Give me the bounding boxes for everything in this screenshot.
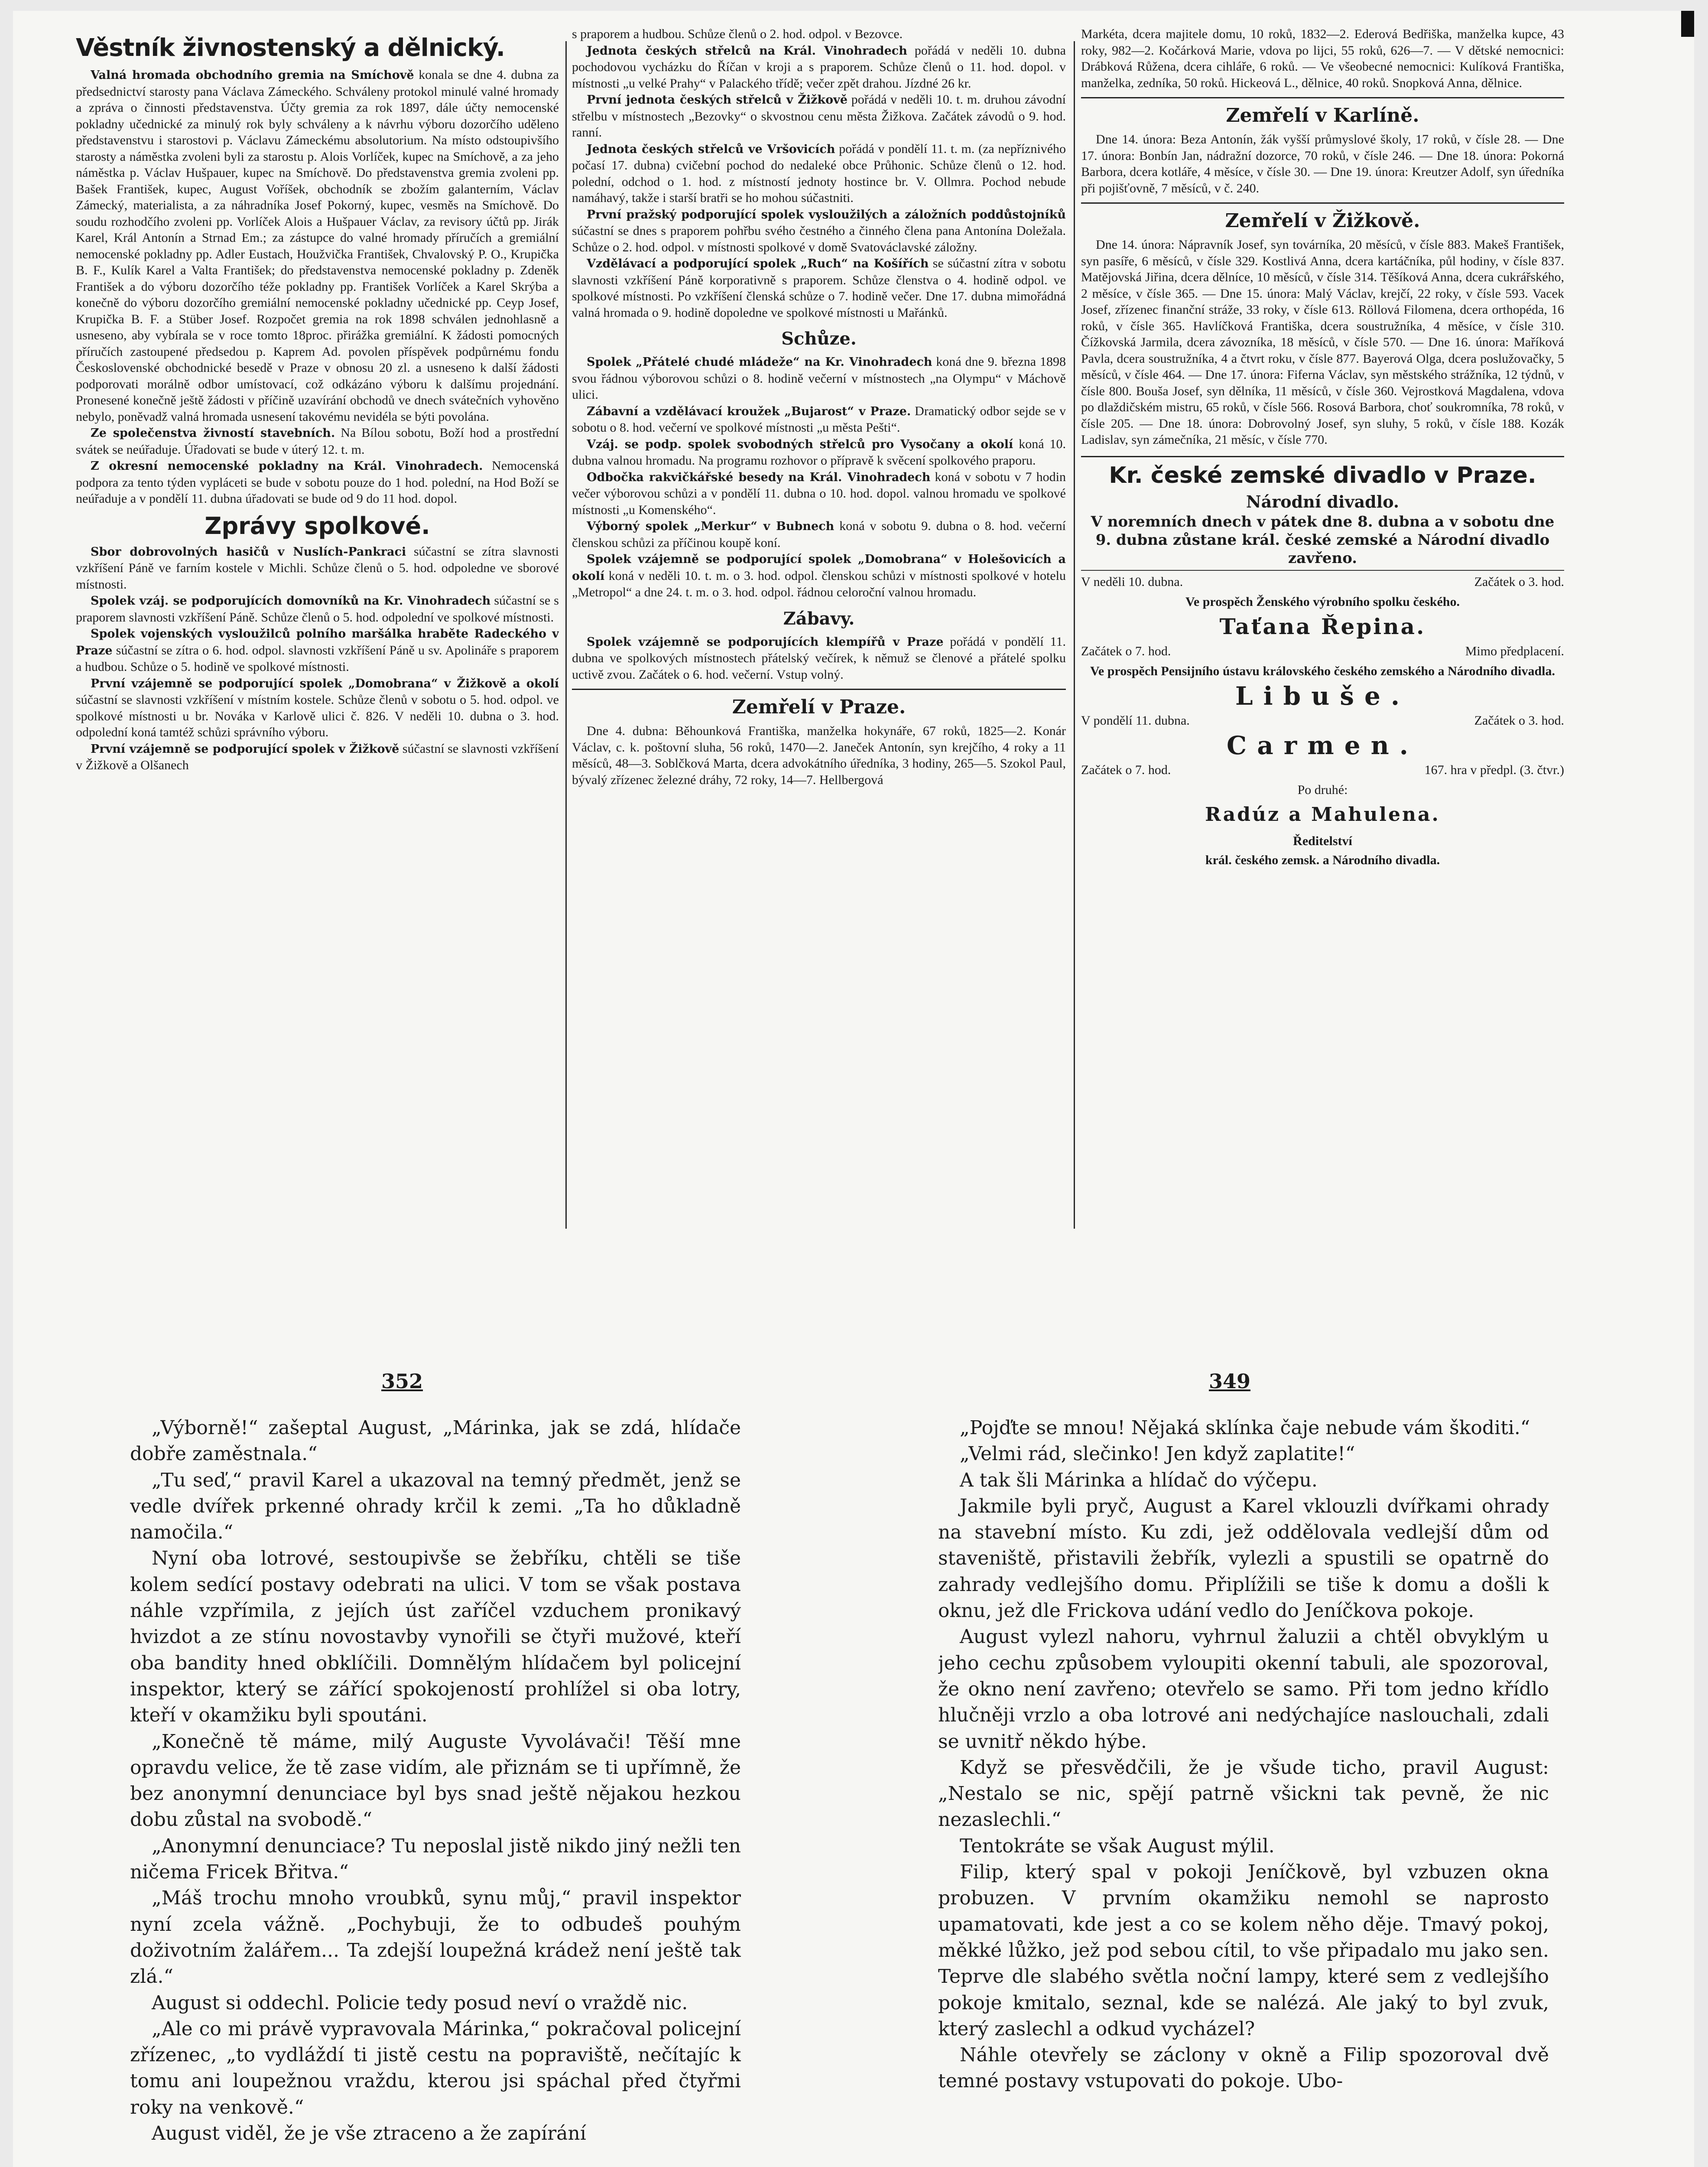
entertainment-notice-text: pořádá v pondělí 11. dubna ve spolkových místnostech přátelský večírek, k němuž se členové a přátelé spolku uctivě zvou. Začátek o 6. hod. večerní. Vstup volný. — [572, 634, 1066, 682]
society-notice-lead: Jednota českých střelců na Král. Vinohradech — [587, 44, 907, 58]
theatre-p3-next: Po druhé: — [1297, 782, 1348, 797]
column-rule — [1074, 41, 1075, 1229]
column-right-intro: Markéta, dcera majitele domu, 10 roků, 1832—2. Ederová Bedřiška, manželka kupce, 43 roky, 982—2. Kočárková Marie, vdova po lijci, 55 roků, 626—7. — V dětské nemocnici: Drábková Růžena, dcera cihláře, 6 roků. — Ve všeobecné nemocnici: Kulíková Františka, manželka, zedníka, 50 roků. Hickeová L., dělnice, 40 roků. Snopková Anna, dělnice. — [1081, 27, 1564, 90]
header-title: Věstník živnostenský a dělnický. — [76, 34, 505, 62]
story-right-page — [938, 1415, 1549, 2167]
news-paragraph — [76, 425, 559, 458]
news-paragraph-lead: Ze společenstva živností stavebních. — [91, 426, 335, 440]
society-notice-text: se súčastní zítra v sobotu slavnosti vzkříšení Páně korporativně s praporem. Schůze členstva o 4. hodině odpol. ve spolkové místnosti. Po vzkříšení členská schůze o 7. hodině večer. Dne 17. dubna mimořádná valná hromada o 9. hodině dopoledne ve spolkové místnosti u Mařánků. — [572, 256, 1066, 320]
entertainment-notice — [572, 634, 1066, 683]
theatre-notice: V noremních dnech v pátek dne 8. dubna a v sobotu dne 9. dubna zůstane král. české zemské a Národní divadlo zavřeno. — [1091, 513, 1555, 567]
society-notice — [572, 42, 1066, 92]
society-notice-lead: První pražský podporující spolek vysloužilých a záložních poddůstojníků — [587, 208, 1066, 221]
society-notice — [572, 255, 1066, 321]
section-zabavy-title: Zábavy. — [783, 608, 855, 629]
society-notice — [76, 543, 559, 593]
meeting-notice — [572, 469, 1066, 518]
story-paragraph: August vylezl nahoru, vyhrnul žaluzii a chtěl obvyklým u jeho cechu způsobem vyloupiti okenní tabuli, ale spozoroval, že okno není zavřeno; otevřelo se samo. Při tom jedno křídlo hlučněji vrzlo a oba lotrové ani nedýchajíce naslouchali, zdali se uvnitř někdo hýbe. — [938, 1626, 1549, 1753]
meeting-notice-lead: Zábavní a vzdělávací kroužek „Bujarost“ v Praze. — [587, 404, 911, 418]
column-right — [1081, 26, 1564, 1231]
zizkove-text: Dne 14. února: Nápravník Josef, syn továrníka, 20 měsíců, v čísle 883. Makeš František, syn pasíře, 6 měsíců, v čísle 329. Kostlivá Anna, dcera kartáčníka, půl hodiny, v čísle 837. Matějovská Jiřina, dcera dělníce, 10 měsíců, v čísle 314. Těšíková Anna, dcera cukrářského, 2 měsíce, v čísle 365. — Dne 15. února: Malý Václav, krejčí, 22 roky, v čísle 593. Vacek Josef, zřízenec finanční stráže, 33 roky, v čísle 613. Röllová Filomena, dcera orthopéda, 16 roků, v čísle 365. Havlíčková Františka, dcera soustružníka, 4 měsíce, v čísle 310. Čížkovská Jarmila, dcera závozníka, 18 měsíců, v čísle 570. — Dne 16. února: Maříková Pavla, dcera soustružníka, 4 a čtvrt roku, v čísle 877. Bayerová Olga, dcera poslužovačky, 5 měsíců, v čísle 464. — Dne 17. února: Fiferna Václav, syn městského strážníka, 12 týdnů, v čísle 800. Bouša Josef, syn dělníka, 11 měsíců, v čísle 360. Vejrostková Magdalena, vdova po dlaždičském mistru, 65 roků, v čísle 566. Rosová Barbora, choť soukromníka, 78 roků, v čísle 205. — Dne 18. února: Dobrovolný Josef, syn sluhy, 5 roků, v čísle 188. Kozák Ladislav, syn zámečníka, 21 měsíc, v čísle 770. — [1081, 238, 1564, 447]
meeting-notice — [572, 551, 1066, 601]
society-notice — [76, 625, 559, 675]
page-number-left: 352 — [381, 1370, 423, 1393]
society-notice — [76, 741, 559, 774]
zemreli-praze-text: Dne 4. dubna: Běhounková Františka, manželka hokynáře, 67 roků, 1825—2. Konár Václav, c. k. poštovní sluha, 56 roků, 1470—2. Janeček Antonín, syn krejčího, 4 roky a 11 měsíců, 48—3. Soblčková Marta, dcera advokátního úředníka, 3 hodiny, 265—5. Szokol Paul, bývalý zřízenec železné dráhy, 72 roky, 14—7. Hellbergová — [572, 724, 1066, 787]
society-notice-text: súčastní se s praporem slavnosti vzkříšení Páně. Schůze členů o 5. hod. odpolední ve spolkové místnosti. — [76, 593, 559, 625]
society-notice — [572, 206, 1066, 256]
theatre-p1-benefit: Ve prospěch Ženského výrobního spolku českého. — [1185, 594, 1460, 609]
meeting-notice-text: koná dne 9. března 1898 svou řádnou výborovou schůzi o 8. hodině večerní v místnostech „na Olympu“ v Máchově ulici. — [572, 355, 1066, 402]
meeting-notice-lead: Odbočka rakvičkářské besedy na Král. Vinohradech — [587, 470, 931, 484]
column-left-paragraphs — [76, 67, 559, 507]
society-notice-lead: Jednota českých střelců ve Vršovicích — [587, 142, 835, 156]
story-paragraph: „Ale co mi právě vypravovala Márinka,“ pokračoval policejní zřízenec, „to vydláždí ti jistě cestu na popraviště, nečítajíc k tomu ani loupežnou vraždu, kterou jsi spáchal před čtyřmi roky na venkově.“ — [130, 2017, 741, 2118]
story-paragraph: „Tu seď,“ pravil Karel a ukazoval na temný předmět, jenž se vedle dvířek prkenné ohrady krčil k zemi. „Ta ho důkladně namočila.“ — [130, 1469, 741, 1544]
column-middle-paragraphs — [572, 42, 1066, 321]
society-notice-lead: Sbor dobrovolných hasičů v Nuslích-Pankraci — [91, 545, 406, 559]
news-paragraph-text: Na Bílou sobotu, Boží hod a prostřední svátek se neúřaduje. Úřadovati se bude v úterý 12. t. m. — [76, 426, 559, 457]
column-middle-intro: s praporem a hudbou. Schůze členů o 2. hod. odpol. v Bezovce. — [572, 27, 903, 41]
theatre-p1-play: Taťana Řepina. — [1219, 613, 1426, 639]
society-notice — [76, 675, 559, 741]
entertainment-notice-lead: Spolek vzájemně se podporujících klempířů v Praze — [587, 635, 944, 649]
theatre-p1-day: V neděli 10. dubna. — [1081, 574, 1183, 589]
theatre-title: Kr. české zemské divadlo v Praze. — [1081, 456, 1564, 488]
meeting-notice-text: koná 10. dubna valnou hromadu. Na programu rozhovor o přípravě k svěcení spolkového praporu. — [572, 436, 1066, 468]
society-notice-text: pořádá v neděli 10. t. m. druhou závodní střelbu v místnostech „Bezovky“ o skvostnou cenu města Žižkova. Začátek závodů o 9. hod. ranní. — [572, 92, 1066, 140]
story-paragraph: Když se přesvědčili, že je všude ticho, pravil August: „Nestalo se nic, spějí patrně všickni tak pevně, že nic nezaslechli.“ — [938, 1756, 1549, 1831]
column-middle-schuze — [572, 354, 1066, 601]
meeting-notice — [572, 354, 1066, 403]
theatre-p2-benefit: Ve prospěch Pensijního ústavu královského českého zemského a Národního divadla. — [1090, 664, 1555, 678]
section-schuze-title: Schůze. — [781, 329, 857, 349]
theatre-p1-start: Začátek o 3. hod. — [1474, 574, 1564, 589]
story-left-page — [130, 1415, 741, 2167]
society-notice-lead: První jednota českých střelců v Žižkově — [587, 93, 848, 107]
story-paragraph: August si oddechl. Policie tedy posud neví o vraždě nic. — [152, 1991, 688, 2014]
society-notice-text: súčastní se zítra o 6. hod. odpol. slavnosti vzkříšení Páně u sv. Apolináře s praporem a hudbou. Schůze o 5. hodině ve spolkové místnosti. — [76, 643, 559, 674]
news-paragraph-lead: Z okresní nemocenské pokladny na Král. Vinohradech. — [91, 459, 483, 473]
meeting-notice — [572, 436, 1066, 469]
theatre-row-4 — [1081, 761, 1564, 779]
meeting-notice-text: koná v neděli 10. t. m. o 3. hod. odpol. členskou schůzi v místnosti spolkové v hotelu „Metropol“ a dne 24. t. m. o 3. hod. odpol. řádnou celoroční valnou hromadu. — [572, 568, 1066, 599]
story-paragraph: „Výborně!“ zašeptal August, „Márinka, jak se zdá, hlídače dobře zaměstnala.“ — [130, 1417, 741, 1465]
theatre-director-title: Ředitelství — [1293, 833, 1352, 848]
news-paragraph-lead: Valná hromada obchodního gremia na Smíchově — [91, 68, 414, 82]
society-notice-lead: Vzdělávací a podporující spolek „Ruch“ na Košířích — [587, 257, 929, 270]
society-notice-lead: Spolek vzáj. se podporujících domovníků na Kr. Vinohradech — [91, 594, 491, 608]
story-paragraph: „Velmi rád, slečinko! Jen když zaplatite!“ — [960, 1443, 1355, 1465]
meeting-notice-lead: Vzáj. se podp. spolek svobodných střelců pro Vysočany a okolí — [587, 437, 1013, 451]
society-notice-text: súčastní se slavnosti vzkříšení v místním kostele. Schůze členů v sobotu o 5. hod. odpol. ve spolkové místnosti u br. Nováka v Karlově ulici č. 826. V neděli 10. dubna o 3. hod. odpolední koná tamtéž schůzi správního výboru. — [76, 693, 559, 739]
theatre-p2-play: Libuše. — [1235, 681, 1410, 711]
news-paragraph — [76, 67, 559, 425]
column-left — [76, 26, 559, 1231]
section-zemreli-praze-title: Zemřelí v Praze. — [572, 689, 1066, 719]
society-notice — [76, 592, 559, 625]
meeting-notice-lead: Spolek „Přátelé chudé mládeže“ na Kr. Vinohradech — [587, 355, 932, 369]
theatre-p1-start2: Začátek o 7. hod. — [1081, 644, 1171, 658]
page-number-right: 349 — [1209, 1370, 1251, 1393]
theatre-row-3 — [1081, 712, 1564, 729]
meeting-notice-text: koná v sobotu 9. dubna o 8. hod. večerní členskou schůzi za příčinou koupě koní. — [572, 519, 1066, 550]
theatre-director-org: král. českého zemsk. a Národního divadla. — [1205, 852, 1440, 867]
society-notice-lead: První vzájemně se podporující spolek „Domobrana“ v Žižkově a okolí — [91, 677, 559, 690]
story-paragraph: Jakmile byli pryč, August a Karel vklouzli dvířkami ohrady na stavební místo. Ku zdi, jež oddělovala vedlejší dům od staveniště, přistavili žebřík, vylezli a spustili se opatrně do zahrady vedlejšího domu. Připlížili se tiše k domu a došli k oknu, jež dle Frickova udání vedlo do Jeníčkova pokoje. — [938, 1495, 1549, 1622]
story-paragraph: „Pojďte se mnou! Nějaká sklínka čaje nebude vám škoditi.“ — [960, 1417, 1530, 1439]
meeting-notice — [572, 403, 1066, 436]
theatre-p2-day: V pondělí 11. dubna. — [1081, 713, 1190, 728]
meeting-notice — [572, 518, 1066, 551]
theatre-p1-extra: Mimo předplacení. — [1465, 644, 1564, 658]
story-paragraph: „Konečně tě máme, milý Auguste Vyvolávači! Těší mne opravdu velice, že tě zase vidím, ale přiznám se ti upřímně, že bez anonymní denunciace byl bys snad ještě nějakou hezkou dobu zůstal na svobodě.“ — [130, 1730, 741, 1831]
society-notice-text: súčastní se zítra slavnosti vzkříšení Páně ve farním kostele v Michli. Schůze členů o 5. hod. odpoledne ve sborové místnosti. — [76, 544, 559, 592]
column-rule — [565, 41, 567, 1229]
theatre-p3-play: Carmen. — [1227, 730, 1419, 760]
meeting-notice-text: Dramatický odbor sejde se v sobotu o 8. hod. večerní ve spolkové místnosti „u města Pešti“. — [572, 403, 1066, 435]
story-paragraph: Nyní oba lotrové, sestoupivše se žebříku, chtěli se tiše kolem sedící postavy odebrati na ulici. V tom se však postava náhle vzpřímila, z jejích úst zaříčel vzduchem pronikavý hvizdot a ze stínu novostavby vynořili se čtyři mužové, kteří oba bandity hned obklíčili. Domnělým hlídačem byl policejní inspektor, který se zářící spokojeností prohlížel si oba lotry, kteří v okamžiku byli spoutáni. — [130, 1547, 741, 1727]
society-notice-text: súčastní se dnes s praporem pohřbu svého čestného a činného člena pana Antonína Doležala. Schůze o 2. hod. odpol. v místnosti spolkové v domě Svatováclavské záložny. — [572, 224, 1066, 254]
society-notice-lead: Spolek vojenských vysloužilců polního maršálka hraběte Radeckého v Praze — [76, 627, 559, 657]
society-notice-text: súčastní se slavnosti vzkříšení v Žižkově a Olšanech — [76, 741, 559, 772]
column-middle — [572, 26, 1066, 1231]
theatre-row-1 — [1081, 570, 1564, 591]
theatre-p3-info: 167. hra v předpl. (3. čtvr.) — [1424, 762, 1564, 777]
theatre-p3-start: Začátek o 7. hod. — [1081, 762, 1171, 777]
story-paragraph: August viděl, že je vše ztraceno a že zapírání — [152, 2122, 586, 2145]
story-paragraph: „Máš trochu mnoho vroubků, synu můj,“ pravil inspektor nyní zcela vážně. „Pochybuji, že to odbudeš pouhým doživotním žalářem... Ta zdejší loupežná krádež není ještě tak zlá.“ — [130, 1887, 741, 1988]
society-notice — [572, 91, 1066, 141]
society-notice-lead: První vzájemně se podporující spolek v Žižkově — [91, 742, 399, 756]
theatre-row-2 — [1081, 643, 1564, 660]
section-zizkove-title: Zemřelí v Žižkově. — [1081, 202, 1564, 232]
column-middle-zabavy — [572, 634, 1066, 683]
theatre-p3-play2: Radúz a Mahulena. — [1205, 803, 1440, 826]
story-paragraph: A tak šli Márinka a hlídač do výčepu. — [960, 1469, 1318, 1491]
society-notice-text: pořádá v neděli 10. dubna pochodovou vycházku do Říčan v kroji a s praporem. Schůze členů o 11. hod. dopol. v místnosti „u velké Prahy“ v Palackého třídě; večer zpět drahou. Jízdné 26 kr. — [572, 43, 1066, 91]
news-paragraph — [76, 458, 559, 507]
story-paragraph: Náhle otevřely se záclony v okně a Filip spozoroval dvě temné postavy vstupovati do pokoje. Ubo- — [938, 2044, 1549, 2092]
news-paragraph-text: konala se dne 4. dubna za předsednictví starosty pana Václava Zámeckého. Schváleny protokol minulé valné hromady a zpráva o činnosti představenstva. Účty gremia za rok 1897, dále účty nemocenské pokladny učednické za minulý rok byly schváleny a k návrhu výboru dozorčího uděleno představenstvu i starostovi p. Václavu Zámeckému absolutorium. Na místo odstoupivšího starosty a náměstka zvoleni byli za starostu p. Alois Vorlíček, kupec na Smíchově, a za jeho náměstka p. Václav Hušpauer, kupec na Smíchově. Do představenstva gremia zvoleni pp. Bašek František, kupec, August Voříšek, obchodník se zbožím galanterním, Václav Zámecký, materialista, a za náhradníka Josef Pokorný, kupec, vesměs na Smíchově. Do soudu rozhodčího zvoleni pp. Vorlíček Alois a Hušpauer Václav, za revisory účtů pp. Jirák Karel, Král Antonín a Strnad Em.; za zástupce do valné hromady příručích a gremiální nemocenské pokladny pp. Adler Eustach, Houžvička František, Chvalovský P. O., Krupička B. F., Kulík Karel a Valta František; do představenstva nemocenské pokladny p. Zdeněk František a do výboru dozorčího téže pokladny pp. František Vorlíček a Karel Skrýba a konečně do výboru dozorčího gremiální nemocenské pokladny učednické pp. Ceyp Josef, Krupička B. F. a Stüber Josef. Rozpočet gremia na rok 1898 schválen jednohlasně a usneseno, aby vybírala se v roce tomto 18proc. přirážka gremiální. K žádosti pomocných příručích zastoupené předsedou p. Kaprem Ad. povolen příspěvek podpůrnému fondu Československé obchodnické besedě v Praze v obnosu 20 zl. a usneseno k další žádosti podporovati morálně odbor umístovací, což odkázáno výboru k dalšímu projednání. Pronesené konečně ještě žádosti v příčině uzavírání obchodů ve dnech svátečních vyhověno nebylo, poněvadž valná hromada usnesení takovému nevidéla se býti povolána. — [76, 68, 559, 424]
society-notice — [572, 141, 1066, 206]
story-paragraph: Tentokráte se však August mýlil. — [960, 1835, 1275, 1857]
society-notice-text: pořádá v pondělí 11. t. m. (za nepříznivého počasí 17. dubna) cvičební pochod do nedaleké obce Průhonic. Schůze členů o 12. hod. polední, odchod o 1. hod. z místností jednoty hostince br. V. Ollmra. Pochod nebude namáhavý, takže i starší bratři se ho mohou súčastniti. — [572, 141, 1066, 205]
column-left-spolky — [76, 543, 559, 774]
news-paragraph-text: Nemocenská podpora za tento týden vypláceti se bude v sobotu pouze do 1 hod. polední, na Hod Boží se neúřaduje a v pondělí 11. dubna úřadovati se bude od 9 do 11 hod. dopol. — [76, 459, 559, 506]
section-zpravy-title: Zprávy spolkové. — [205, 512, 430, 540]
scan-corner-mark — [1681, 11, 1694, 37]
meeting-notice-text: koná v sobotu v 7 hodin večer výborovou schůzi a v pondělí 11. dubna o 10. hod. dopol. valnou hromadu ve spolkové místnosti „u Komenského“. — [572, 469, 1066, 517]
theatre-subtitle: Národní divadlo. — [1246, 491, 1400, 511]
story-paragraph: „Anonymní denunciace? Tu neposlal jistě nikdo jiný nežli ten ničema Fricek Břitva.“ — [130, 1835, 741, 1884]
meeting-notice-lead: Výborný spolek „Merkur“ v Bubnech — [587, 520, 835, 533]
meeting-notice-lead: Spolek vzájemně se podporující spolek „Domobrana“ v Holešovicích a okolí — [572, 553, 1066, 583]
karline-text: Dne 14. února: Beza Antonín, žák vyšší průmyslové školy, 17 roků, v čísle 28. — Dne 17. února: Bonbín Jan, nádražní dozorce, 70 roků, v čísle 246. — Dne 18. února: Pokorná Barbora, dcera kotláře, 4 měsíce, v čísle 30. — Dne 19. února: Kreutzer Adolf, syn úředníka při pojišťovně, 7 měsíců, v č. 240. — [1081, 132, 1564, 195]
theatre-p2-start: Začátek o 3. hod. — [1474, 713, 1564, 728]
story-paragraph: Filip, který spal v pokoji Jeníčkově, byl vzbuzen okna probuzen. V prvním okamžiku nemohl se naprosto upamatovati, kde jest a co se kolem něho děje. Tmavý pokoj, měkké lůžko, jež pod sebou cítil, to vše připadalo mu jako sen. Teprve dle slabého světla noční lampy, které sem z vedlejšího pokoje kmitalo, seznal, kde se nalézá. Ale jaký to byl zvuk, který zaslechl a odkud vycházel? — [938, 1861, 1549, 2040]
section-karline-title: Zemřelí v Karlíně. — [1081, 97, 1564, 127]
